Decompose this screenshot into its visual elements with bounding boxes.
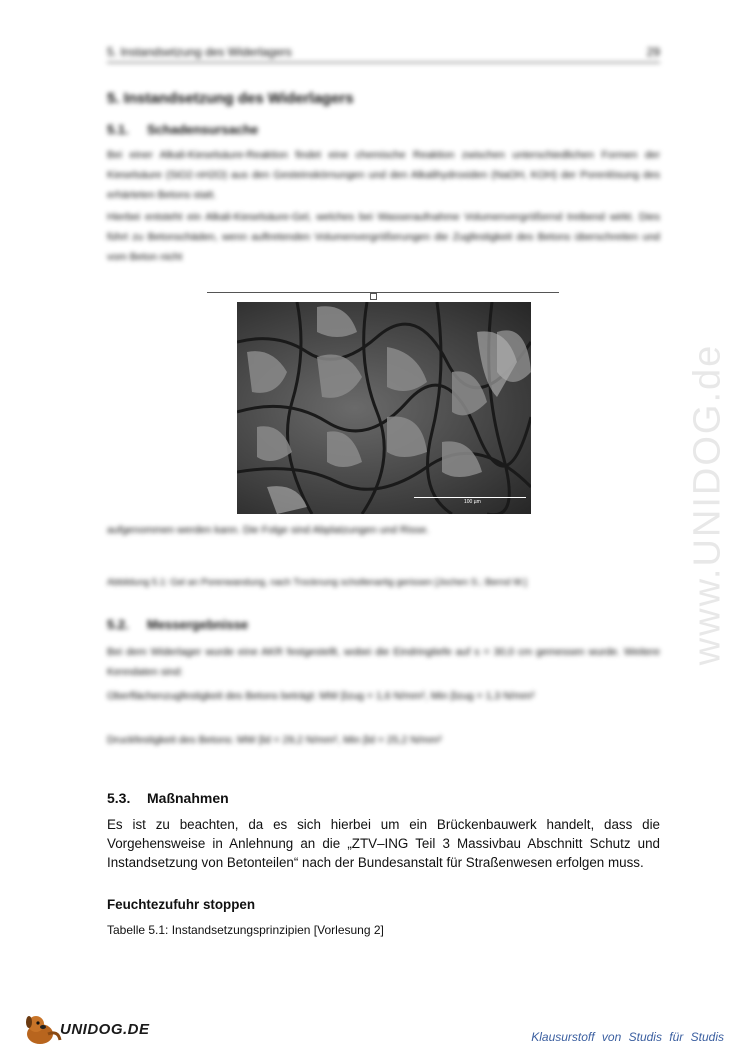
section-number: 5.1. (107, 122, 129, 137)
section-title: Maßnahmen (147, 790, 229, 806)
footer-tagline: Klausurstoff von Studis für Studis (531, 1030, 724, 1044)
section-title: Schadensursache (147, 122, 259, 137)
figure-frame-line (207, 292, 559, 293)
paragraph: aufgenommen werden kann. Die Folge sind Abplatzungen und Risse. (107, 524, 430, 536)
paragraph: Es ist zu beachten, da es sich hierbei um ein Brückenbauwerk handelt, dass die Vorgehensweise in Anlehnung an die „ZTV–ING Teil 3 Massivbau Abschnitt Schutz und Instandsetzung von Betonteilen“ nach der Bundesanstalt für Straßenwesen erfolgen muss. (107, 817, 660, 870)
figure-anchor-handle (370, 293, 377, 300)
table-caption: Tabelle 5.1: Instandsetzungsprinzipien [Vorlesung 2] (107, 923, 384, 937)
section-heading-5-2 (107, 617, 248, 632)
logo-text: UNIDOG.DE (60, 1021, 150, 1038)
dog-mascot-icon (22, 1012, 62, 1046)
paragraph: Bei dem Widerlager wurde eine AKR festgestellt, wobei die Eindringtiefe auf s = 30,0 cm gemessen wurde. Weitere Kenndaten sind: (107, 646, 660, 678)
paragraph: Bei einer Alkali-Kieselsäure-Reaktion findet eine chemische Reaktion zwischen unterschiedlichen Formen der Kieselsäure (SiO2·nH2O) aus den Gesteinskörnungen und den Alkalihydroxiden (NaOH, KOH) der Porenlösung des erhärteten Betons statt. (107, 149, 660, 201)
figure-caption: Abbildung 5.1: Gel an Porenwandung, nach Trocknung schollenartig gerissen [Jochen S.; Bernd W.] (107, 577, 527, 588)
cracked-gel-pattern (237, 302, 531, 514)
header-page-number: 29 (646, 45, 660, 59)
section-number: 5.2. (107, 617, 129, 632)
page-header (107, 42, 660, 63)
unidog-logo (22, 1012, 152, 1046)
section-heading-5-1 (107, 122, 258, 137)
section-title: Messergebnisse (147, 617, 249, 632)
subheading: Feuchtezufuhr stoppen (107, 897, 256, 912)
paragraph: Oberflächenzugfestigkeit des Betons beträgt: MW βzug = 1,6 N/mm², Min βzug = 1,3 N/mm² (107, 690, 535, 702)
header-chapter-title: 5. Instandsetzung des Widerlagers (107, 45, 292, 59)
section-heading-5-3 (107, 790, 229, 806)
paragraph: Hierbei entsteht ein Alkali-Kieselsäure-Gel, welches bei Wasseraufnahme Volumenvergrößernd treibend wirkt. Dies führt zu Betonschäden, wenn auftretenden Volumenvergrößerungen die Zugfestigkeit des Betons überschreiten und vom Beton nicht (107, 211, 660, 263)
paragraph: Druckfestigkeit des Betons: MW βd = 29,2 N/mm², Min βd = 25,2 N/mm² (107, 734, 442, 746)
sem-micrograph (237, 302, 531, 514)
scale-bar-label: 100 µm (464, 499, 481, 505)
section-number: 5.3. (107, 790, 131, 806)
scale-bar (414, 497, 526, 512)
chapter-title: 5. Instandsetzung des Widerlagers (107, 90, 354, 107)
